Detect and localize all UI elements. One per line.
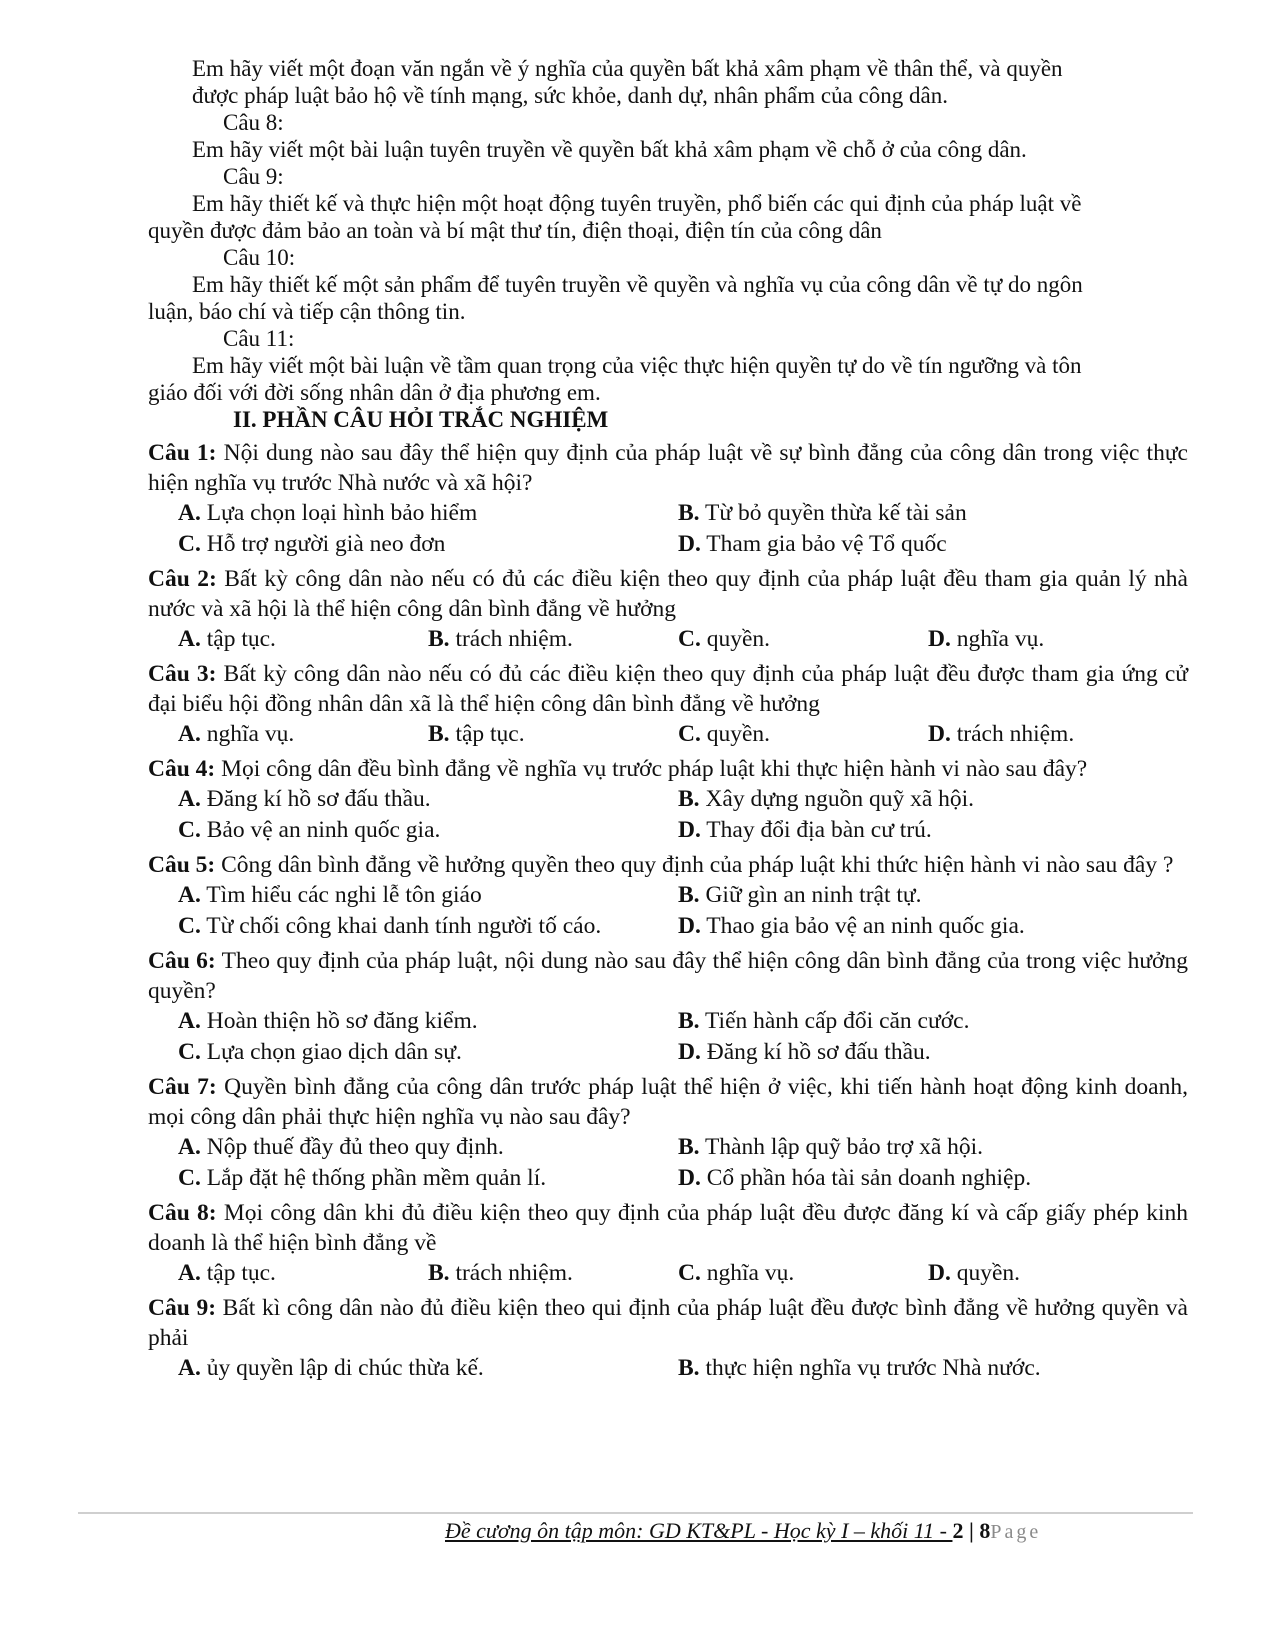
question-item	[148, 1293, 1188, 1384]
question-label: Câu 8:	[148, 1200, 217, 1226]
essay-question-text: Em hãy viết một bài luận về tầm quan trọng của việc thực hiện quyền tự do về tín ngưỡng và tôn	[192, 353, 1082, 378]
option-key: D.	[928, 1260, 951, 1286]
essay-question-text: Em hãy viết một bài luận tuyên truyền về quyền bất khả xâm phạm về chỗ ở của công dân.	[192, 137, 1027, 162]
question-body: Theo quy định của pháp luật, nội dung nào sau đây thể hiện công dân bình đẳng của trong việc hưởng quyền?	[148, 948, 1188, 1004]
answer-option[interactable]	[678, 719, 928, 750]
option-key: C.	[178, 1039, 201, 1065]
question-label: Câu 6:	[148, 948, 216, 974]
answer-options	[148, 1132, 1188, 1194]
option-key: C.	[678, 626, 701, 652]
option-key: A.	[178, 500, 201, 526]
question-body: Công dân bình đẳng về hưởng quyền theo quy định của pháp luật khi thức hiện hành vi nào sau đây ?	[215, 852, 1174, 878]
question-label: Câu 1:	[148, 440, 217, 466]
question-label: Câu 2:	[148, 566, 217, 592]
answer-options	[148, 719, 1188, 750]
essay-question-label: Câu 10:	[223, 245, 296, 270]
answer-option[interactable]	[678, 880, 1158, 911]
question-label: Câu 9:	[148, 1295, 217, 1321]
option-text: trách nhiệm.	[449, 1260, 573, 1286]
essay-question-text: luận, báo chí và tiếp cận thông tin.	[148, 299, 466, 324]
answer-option[interactable]	[928, 719, 1168, 750]
answer-option[interactable]	[678, 1353, 1158, 1384]
option-key: A.	[178, 1134, 201, 1160]
question-item	[148, 946, 1188, 1068]
answer-options	[148, 1258, 1188, 1289]
question-item	[148, 1072, 1188, 1194]
answer-option[interactable]	[178, 911, 678, 942]
question-text	[148, 564, 1188, 624]
question-text	[148, 1293, 1188, 1353]
question-item	[148, 564, 1188, 655]
option-text: nghĩa vụ.	[200, 721, 295, 747]
question-body: Bất kỳ công dân nào nếu có đủ các điều kiện theo quy định của pháp luật đều được tham gia ứng cử đại biểu hội đồng nhân dân xã là thể hiện công dân bình đẳng về hưởng	[148, 661, 1188, 717]
question-text	[148, 946, 1188, 1006]
option-key: D.	[928, 626, 951, 652]
option-key: A.	[178, 1260, 201, 1286]
option-text: tập tục.	[200, 1260, 276, 1286]
option-key: B.	[678, 1134, 700, 1160]
answer-option[interactable]	[678, 1132, 1158, 1163]
intro-line: được pháp luật bảo hộ về tính mạng, sức khỏe, danh dự, nhân phẩm của công dân.	[192, 83, 948, 108]
option-text: Đăng kí hồ sơ đấu thầu.	[700, 1039, 931, 1065]
section-heading: II. PHẦN CÂU HỎI TRẮC NGHIỆM	[233, 407, 609, 432]
answer-option[interactable]	[678, 1163, 1158, 1194]
answer-option[interactable]	[178, 1006, 678, 1037]
question-label: Câu 3:	[148, 661, 217, 687]
option-text: Bảo vệ an ninh quốc gia.	[200, 817, 441, 843]
option-key: A.	[178, 1008, 201, 1034]
answer-options	[148, 498, 1188, 560]
option-key: D.	[678, 1039, 701, 1065]
option-text: Thành lập quỹ bảo trợ xã hội.	[699, 1134, 984, 1160]
option-key: C.	[678, 721, 701, 747]
essay-question-text: Em hãy thiết kế một sản phẩm để tuyên truyền về quyền và nghĩa vụ của công dân về tự do ngôn	[192, 272, 1083, 297]
answer-option[interactable]	[178, 1037, 678, 1068]
answer-option[interactable]	[178, 498, 678, 529]
option-key: A.	[178, 882, 201, 908]
answer-option[interactable]	[678, 1037, 1158, 1068]
option-text: Từ chối công khai danh tính người tố cáo.	[200, 913, 602, 939]
option-key: B.	[428, 721, 450, 747]
question-text	[148, 850, 1188, 880]
option-text: quyền.	[700, 721, 771, 747]
question-body: Mọi công dân đều bình đẳng về nghĩa vụ trước pháp luật khi thực hiện hành vi nào sau đây?	[215, 756, 1088, 782]
option-key: A.	[178, 721, 201, 747]
answer-option[interactable]	[178, 815, 678, 846]
answer-options	[148, 880, 1188, 942]
option-text: ủy quyền lập di chúc thừa kế.	[200, 1355, 484, 1381]
answer-option[interactable]	[178, 1258, 428, 1289]
answer-options	[148, 784, 1188, 846]
option-key: B.	[428, 626, 450, 652]
option-text: Tham gia bảo vệ Tổ quốc	[700, 531, 947, 557]
option-text: Lựa chọn giao dịch dân sự.	[200, 1039, 462, 1065]
answer-option[interactable]	[428, 624, 678, 655]
answer-option[interactable]	[178, 1353, 678, 1384]
question-text	[148, 659, 1188, 719]
option-key: D.	[678, 817, 701, 843]
essay-question-label: Câu 8:	[223, 110, 284, 135]
option-key: B.	[678, 882, 700, 908]
question-body: Quyền bình đẳng của công dân trước pháp luật thể hiện ở việc, khi tiến hành hoạt động kinh doanh, mọi công dân phải thực hiện nghĩa vụ nào sau đây?	[148, 1074, 1188, 1130]
option-text: Tiến hành cấp đổi căn cước.	[699, 1008, 970, 1034]
option-key: D.	[928, 721, 951, 747]
option-text: nghĩa vụ.	[950, 626, 1045, 652]
answer-option[interactable]	[678, 784, 1158, 815]
question-text	[148, 1198, 1188, 1258]
answer-option[interactable]	[428, 1258, 678, 1289]
option-key: D.	[678, 1165, 701, 1191]
answer-option[interactable]	[178, 529, 678, 560]
question-text	[148, 438, 1188, 498]
question-text	[148, 754, 1188, 784]
answer-options	[148, 1353, 1188, 1384]
essay-question-label: Câu 11:	[223, 326, 295, 351]
question-item	[148, 438, 1188, 560]
question-text	[148, 1072, 1188, 1132]
option-text: Hỗ trợ người già neo đơn	[200, 531, 446, 557]
answer-option[interactable]	[678, 1006, 1158, 1037]
question-label: Câu 4:	[148, 756, 216, 782]
option-key: C.	[678, 1260, 701, 1286]
option-key: B.	[678, 786, 700, 812]
option-key: C.	[178, 913, 201, 939]
option-text: Hoàn thiện hồ sơ đăng kiểm.	[200, 1008, 478, 1034]
answer-option[interactable]	[678, 815, 1158, 846]
question-body: Mọi công dân khi đủ điều kiện theo quy định của pháp luật đều được đăng kí và cấp giấy phép kinh doanh là thể hiện bình đẳng về	[148, 1200, 1188, 1256]
question-item	[148, 659, 1188, 750]
option-text: trách nhiệm.	[950, 721, 1075, 747]
page-number: 2 | 8	[952, 1518, 991, 1543]
answer-option[interactable]	[928, 1258, 1168, 1289]
answer-option[interactable]	[428, 719, 678, 750]
question-body: Nội dung nào sau đây thể hiện quy định của pháp luật về sự bình đẳng của công dân trong việc thực hiện nghĩa vụ trước Nhà nước và xã hội?	[148, 440, 1188, 496]
answer-option[interactable]	[178, 1163, 678, 1194]
option-text: tập tục.	[200, 626, 276, 652]
option-key: B.	[428, 1260, 450, 1286]
answer-options	[148, 624, 1188, 655]
question-item	[148, 1198, 1188, 1289]
option-text: Từ bỏ quyền thừa kế tài sản	[699, 500, 967, 526]
option-text: Lắp đặt hệ thống phần mềm quản lí.	[200, 1165, 547, 1191]
question-label: Câu 7:	[148, 1074, 217, 1100]
option-key: C.	[178, 531, 201, 557]
footer-title: Đề cương ôn tập môn: GD KT&PL - Học kỳ I – khối 11 -	[445, 1518, 953, 1543]
essay-question-text: Em hãy thiết kế và thực hiện một hoạt động tuyên truyền, phổ biến các qui định của pháp luật về	[192, 191, 1082, 216]
option-text: quyền.	[700, 626, 771, 652]
question-item	[148, 754, 1188, 846]
answer-option[interactable]	[678, 529, 1158, 560]
option-text: trách nhiệm.	[449, 626, 573, 652]
option-key: D.	[678, 531, 701, 557]
option-text: Giữ gìn an ninh trật tự.	[699, 882, 922, 908]
question-body: Bất kỳ công dân nào nếu có đủ các điều kiện theo quy định của pháp luật đều tham gia quản lý nhà nước và xã hội là thể hiện công dân bình đẳng về hưởng	[148, 566, 1188, 622]
answer-option[interactable]	[178, 880, 678, 911]
answer-option[interactable]	[678, 911, 1158, 942]
option-key: B.	[678, 1008, 700, 1034]
document-page	[148, 55, 1188, 1384]
answer-option[interactable]	[678, 498, 1158, 529]
answer-options	[148, 1006, 1188, 1068]
question-list	[148, 438, 1188, 1384]
answer-option[interactable]	[178, 624, 428, 655]
option-text: nghĩa vụ.	[700, 1260, 795, 1286]
option-text: Cổ phần hóa tài sản doanh nghiệp.	[700, 1165, 1032, 1191]
option-key: C.	[178, 1165, 201, 1191]
option-text: Thao gia bảo vệ an ninh quốc gia.	[700, 913, 1025, 939]
answer-option[interactable]	[178, 784, 678, 815]
option-key: A.	[178, 626, 201, 652]
essay-question-text: giáo đối với đời sống nhân dân ở địa phương em.	[148, 380, 601, 405]
option-text: thực hiện nghĩa vụ trước Nhà nước.	[699, 1355, 1041, 1381]
page-footer	[445, 1518, 1041, 1544]
option-key: B.	[678, 500, 700, 526]
option-text: Tìm hiểu các nghi lễ tôn giáo	[200, 882, 482, 908]
option-key: C.	[178, 817, 201, 843]
page-word: Page	[990, 1521, 1042, 1543]
option-text: Thay đổi địa bàn cư trú.	[700, 817, 932, 843]
answer-option[interactable]	[678, 1258, 928, 1289]
option-text: Lựa chọn loại hình bảo hiểm	[200, 500, 478, 526]
answer-option[interactable]	[928, 624, 1168, 655]
option-text: quyền.	[950, 1260, 1021, 1286]
question-label: Câu 5:	[148, 852, 216, 878]
option-text: tập tục.	[449, 721, 525, 747]
option-text: Đăng kí hồ sơ đấu thầu.	[200, 786, 431, 812]
answer-option[interactable]	[178, 1132, 678, 1163]
option-key: A.	[178, 1355, 201, 1381]
question-body: Bất kì công dân nào đủ điều kiện theo qui định của pháp luật đều được bình đẳng về hưởng quyền và phải	[148, 1295, 1188, 1351]
intro-line: Em hãy viết một đoạn văn ngắn về ý nghĩa của quyền bất khả xâm phạm về thân thể, và quyền	[192, 56, 1063, 81]
question-item	[148, 850, 1188, 942]
option-key: B.	[678, 1355, 700, 1381]
option-key: A.	[178, 786, 201, 812]
answer-option[interactable]	[678, 624, 928, 655]
answer-option[interactable]	[178, 719, 428, 750]
option-text: Nộp thuế đầy đủ theo quy định.	[200, 1134, 504, 1160]
essay-question-label: Câu 9:	[223, 164, 284, 189]
option-text: Xây dựng nguồn quỹ xã hội.	[699, 786, 975, 812]
option-key: D.	[678, 913, 701, 939]
footer-divider	[78, 1512, 1193, 1514]
essay-question-text: quyền được đảm bảo an toàn và bí mật thư tín, điện thoại, điện tín của công dân	[148, 218, 882, 243]
